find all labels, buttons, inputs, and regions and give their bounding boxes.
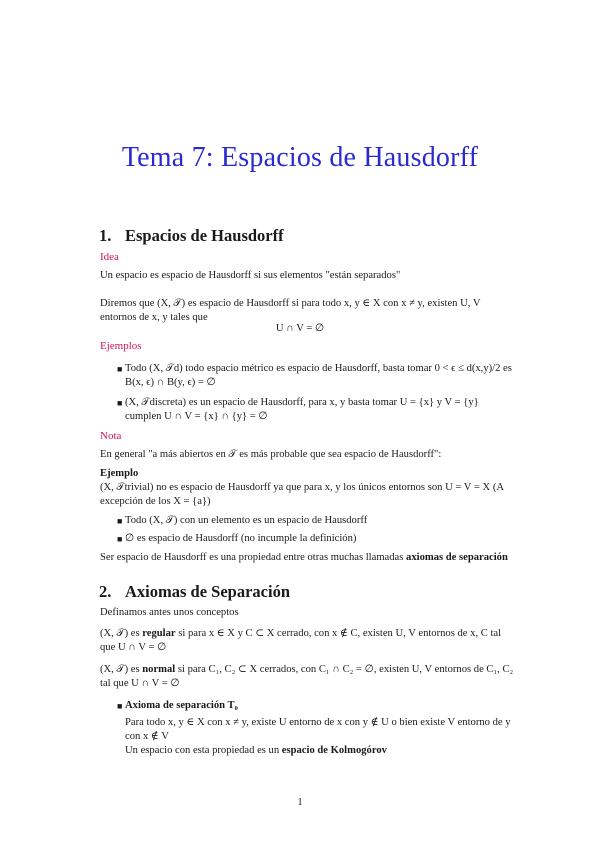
section-number: 2. [99, 582, 112, 601]
section-heading-2 [99, 582, 290, 602]
example-1-line: B(x, ϵ) ∩ B(y, ϵ) = ∅ [125, 377, 216, 388]
example-line: (X, 𝒯trivial) no es espacio de Hausdorff ya que para x, y los únicos entornos son U = V = X (A [100, 482, 505, 493]
section-number: 1. [99, 226, 112, 245]
normal-definition-line: tal que U ∩ V = ∅ [100, 678, 180, 689]
normal-text: si para C₁, C₂ ⊂ X cerrados, con C₁ ∩ C₂ = ∅, existen U, V entornos de C₁, C₂ [175, 664, 514, 675]
note-label: Nota [100, 430, 122, 442]
definition-line: entornos de x, y tales que [100, 312, 208, 323]
note-text: En general "a más abiertos en 𝒯 es más probable que sea espacio de Hausdorff": [100, 449, 442, 460]
document-title: Tema 7: Espacios de Hausdorff [121, 142, 479, 173]
kolmogorov-term: espacio de Kolmogórov [281, 745, 387, 756]
definition-formula: U ∩ V = ∅ [275, 323, 325, 334]
example-2-line: (X, 𝒯discreta) es un espacio de Hausdorff, para x, y basta tomar U = {x} y V = {y} [125, 397, 479, 408]
normal-term: normal [142, 664, 176, 675]
kolmogorov-text: Un espacio con esta propiedad es un [125, 745, 282, 756]
bullet-icon: ■ [117, 534, 123, 544]
example-1-line: Todo (X, 𝒯d) todo espacio métrico es espacio de Hausdorff, basta tomar 0 < ϵ ≤ d(x,y)/2 es [125, 363, 512, 374]
regular-definition-line: que U ∩ V = ∅ [100, 642, 167, 653]
regular-text: si para x ∈ X y C ⊂ X cerrado, con x ∉ C, existen U, V entornos de x, C tal [175, 628, 502, 639]
example-2-line: cumplen U ∩ V = {x} ∩ {y} = ∅ [125, 411, 268, 422]
example-line: excepción de los X = {a}) [100, 496, 211, 507]
axiom-line: con x ∉ V [125, 731, 169, 742]
idea-label: Idea [100, 251, 119, 263]
list-item: Todo (X, 𝒯) con un elemento es un espacio de Hausdorff [125, 515, 368, 526]
section-heading-1 [99, 226, 284, 246]
section-title: Axiomas de Separación [125, 582, 290, 601]
list-item: ∅ es espacio de Hausdorff (no incumple la definición) [125, 533, 357, 544]
bullet-icon: ■ [117, 364, 123, 374]
regular-definition [100, 627, 520, 642]
closing-text: Ser espacio de Hausdorff es una propiedad entre otras muchas llamadas [100, 552, 407, 563]
closing-paragraph [100, 551, 540, 566]
idea-text: Un espacio es espacio de Hausdorff si sus elementos "están separados" [100, 270, 401, 281]
regular-term: regular [142, 628, 176, 639]
regular-text: (X, 𝒯) es [100, 628, 143, 639]
bullet-icon: ■ [117, 516, 123, 526]
axiom-heading: Axioma de separación T₀ [125, 700, 238, 711]
examples-label: Ejemplos [100, 340, 142, 352]
section-title: Espacios de Hausdorff [125, 226, 284, 245]
definition-line: Diremos que (X, 𝒯) es espacio de Hausdorff si para todo x, y ∈ X con x ≠ y, existen U, V [100, 298, 481, 309]
intro-text: Definamos antes unos conceptos [100, 607, 239, 618]
closing-bold-term: axiomas de separación [406, 552, 508, 563]
example-heading: Ejemplo [100, 468, 139, 479]
kolmogorov-line [125, 744, 520, 759]
bullet-icon: ■ [117, 701, 123, 711]
axiom-line: Para todo x, y ∈ X con x ≠ y, existe U entorno de x con y ∉ U o bien existe V entorno de y [125, 717, 511, 728]
normal-definition [100, 663, 520, 678]
page-number: 1 [297, 797, 303, 808]
normal-text: (X, 𝒯) es [100, 664, 143, 675]
bullet-icon: ■ [117, 398, 123, 408]
